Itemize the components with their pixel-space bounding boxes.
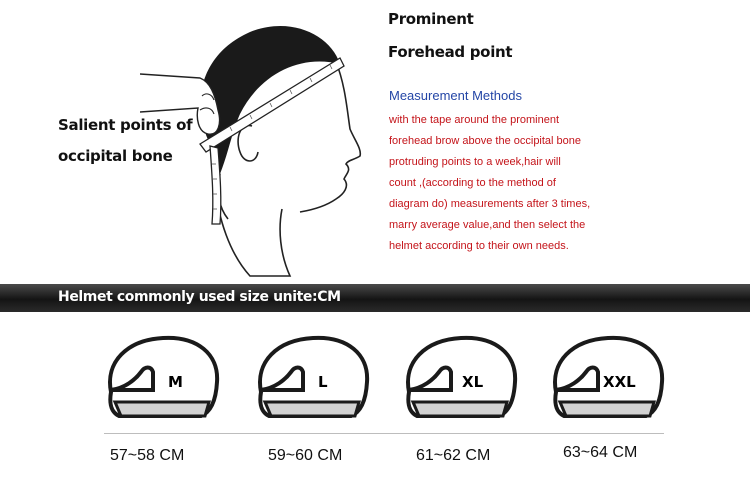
- size-divider-line: [104, 433, 664, 434]
- occipital-label-line2: occipital bone: [58, 147, 173, 165]
- helmet-size-l-label: L: [318, 373, 328, 391]
- size-range-xl: 61~62 CM: [416, 447, 491, 464]
- helmet-size-m-label: M: [168, 373, 183, 391]
- occipital-label-line1: Salient points of: [58, 116, 193, 134]
- method-line: count ,(according to the method of: [389, 177, 556, 189]
- forehead-label-line2: Forehead point: [388, 43, 513, 61]
- hair-shape: [200, 26, 340, 174]
- head-measurement-illustration: [140, 14, 370, 284]
- method-line: forehead brow above the occipital bone: [389, 135, 582, 147]
- measurement-methods-title: Measurement Methods: [389, 88, 522, 103]
- method-line: with the tape around the prominent: [389, 114, 560, 126]
- forehead-label-line1: Prominent: [388, 10, 474, 28]
- measurement-methods-body: [389, 110, 719, 257]
- method-line: helmet according to their own needs.: [389, 240, 569, 252]
- size-banner-text: Helmet commonly used size unite:CM: [58, 289, 341, 305]
- measuring-tape-hanging: [210, 146, 221, 224]
- helmet-size-m: [105, 332, 225, 422]
- method-line: marry average value,and then select the: [389, 219, 586, 231]
- size-range-l: 59~60 CM: [268, 447, 343, 464]
- helmet-size-l: [255, 332, 375, 422]
- size-range-xxl: 63~64 CM: [563, 444, 638, 461]
- method-line: protruding points to a week,hair will: [389, 156, 561, 168]
- helmet-size-xxl-label: XXL: [603, 373, 636, 391]
- method-line: diagram do) measurements after 3 times,: [389, 198, 591, 210]
- helmet-size-xl-label: XL: [462, 373, 484, 391]
- neck-outline: [215, 184, 290, 276]
- size-range-m: 57~58 CM: [110, 447, 185, 464]
